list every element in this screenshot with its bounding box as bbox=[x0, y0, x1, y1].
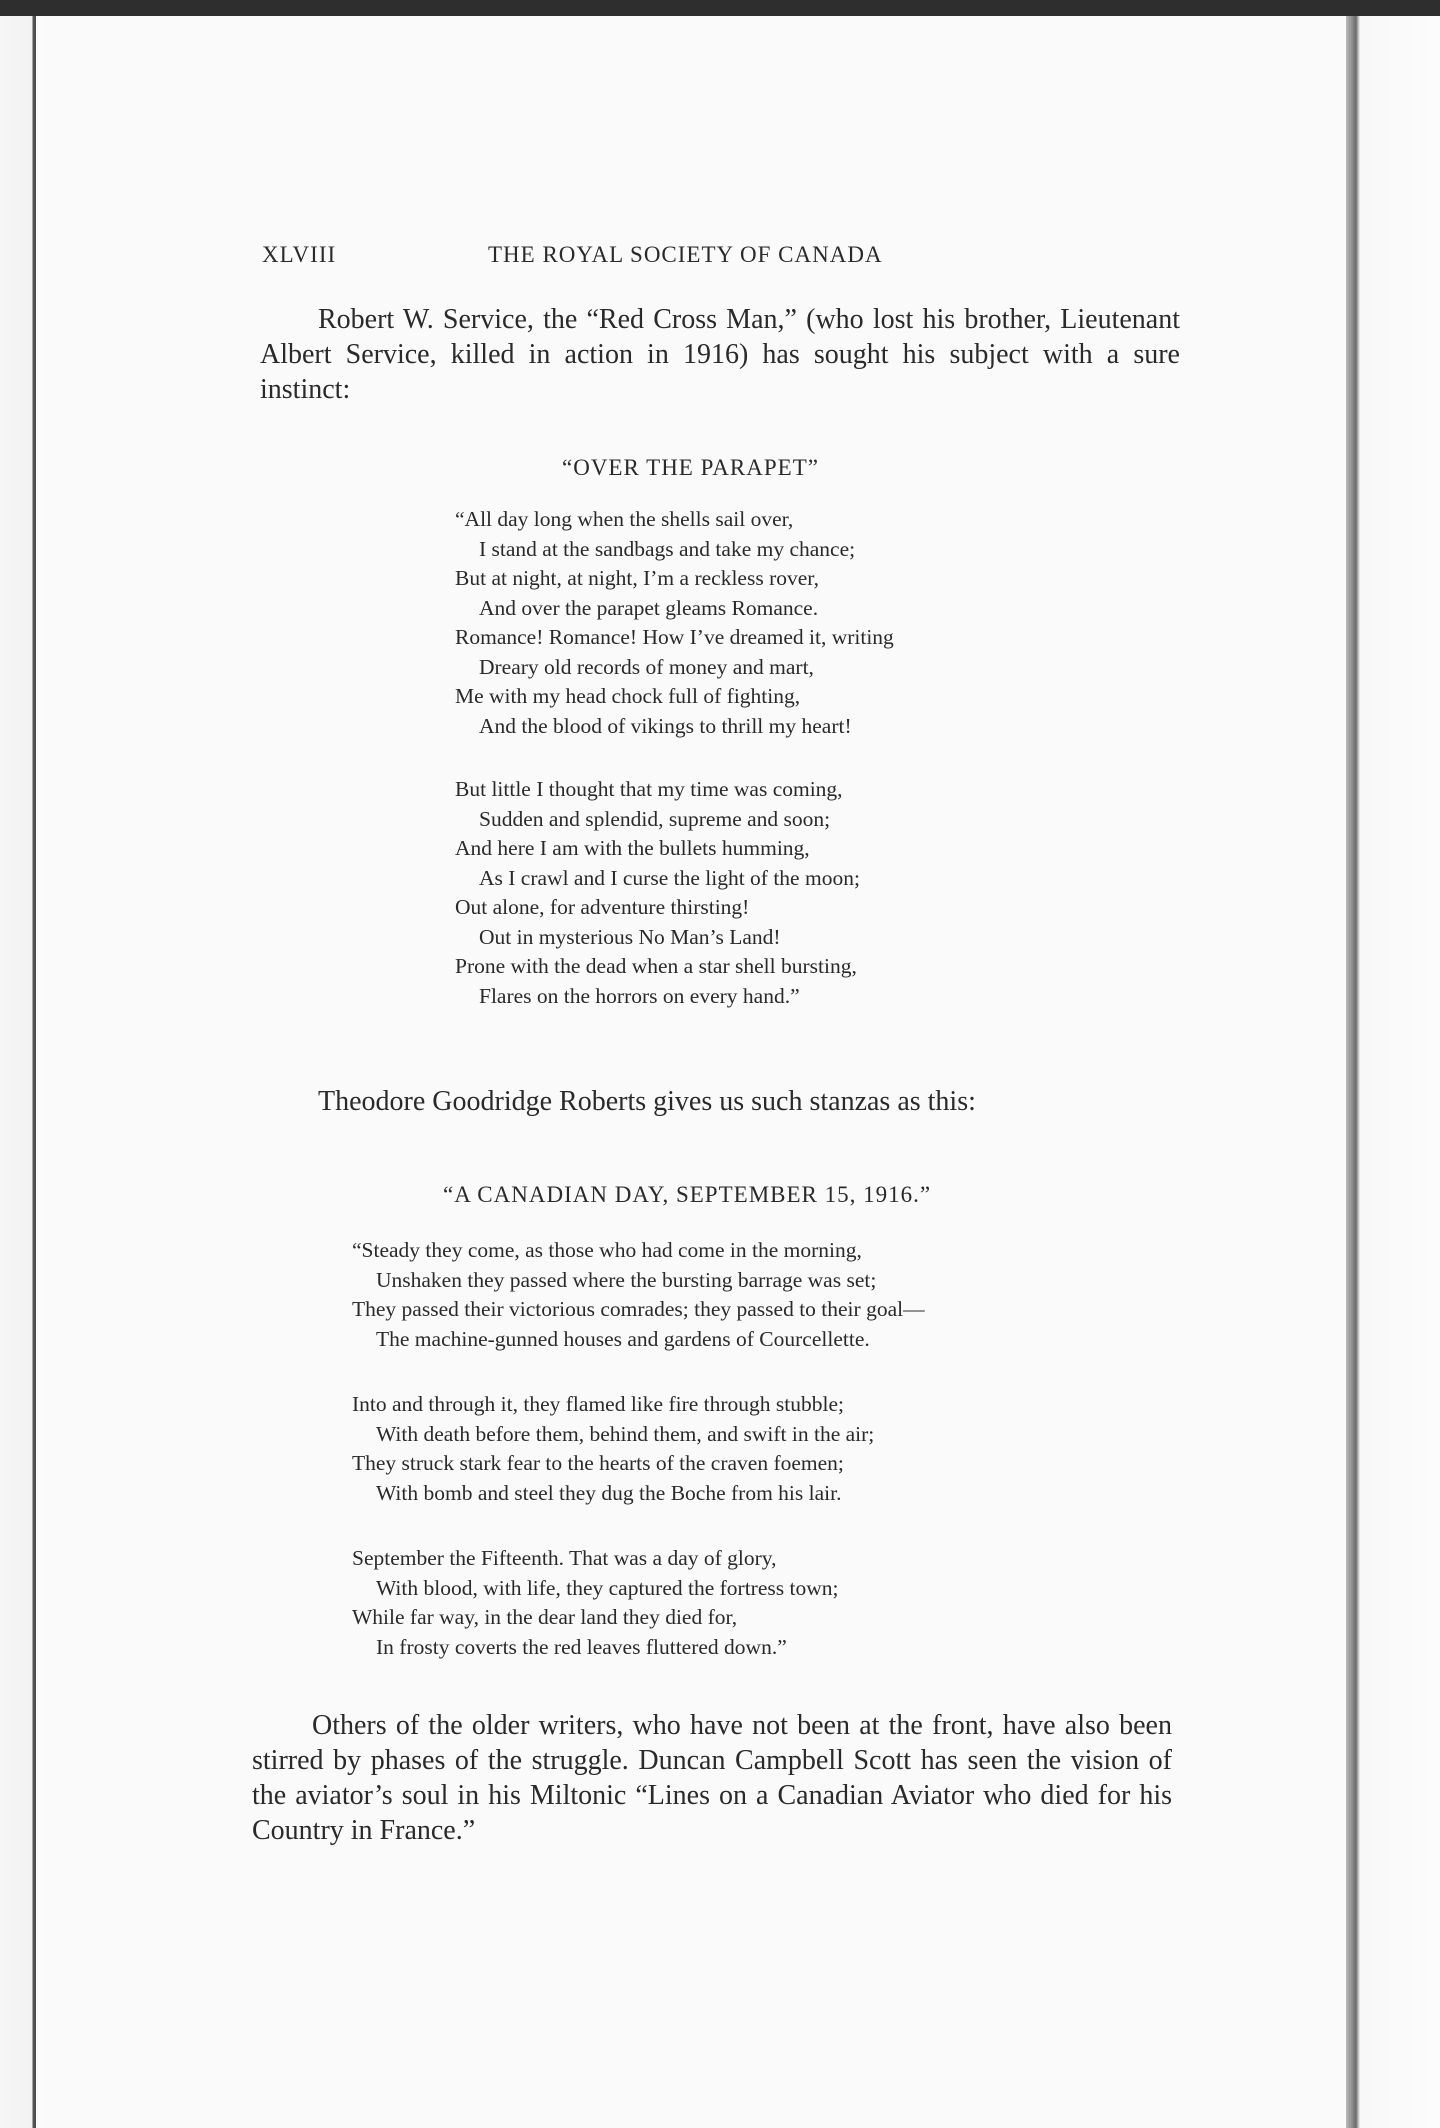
poem-line: In frosty coverts the red leaves fluttered down.” bbox=[376, 1634, 787, 1659]
stanza-break bbox=[352, 1508, 925, 1544]
poem-title-over-the-parapet: “OVER THE PARAPET” bbox=[562, 455, 819, 480]
poem-line: Romance! Romance! How I’ve dreamed it, writing bbox=[455, 625, 894, 649]
scan-left-edge bbox=[0, 16, 36, 2128]
poem-line: They struck stark fear to the hearts of the craven foemen; bbox=[352, 1451, 844, 1475]
poem-line: With blood, with life, they captured the fortress town; bbox=[376, 1575, 839, 1600]
poem-line: Into and through it, they flamed like fire through stubble; bbox=[352, 1392, 845, 1416]
poem-line: And the blood of vikings to thrill my heart! bbox=[479, 713, 852, 738]
poem-line: And over the parapet gleams Romance. bbox=[479, 595, 819, 620]
poem-line: Me with my head chock full of fighting, bbox=[455, 684, 801, 708]
running-title: THE ROYAL SOCIETY OF CANADA bbox=[488, 242, 883, 267]
poem-line: “Steady they come, as those who had come in the morning, bbox=[352, 1238, 862, 1262]
poem-line: September the Fifteenth. That was a day of glory, bbox=[352, 1546, 777, 1570]
poem-line: Unshaken they passed where the bursting barrage was set; bbox=[376, 1267, 877, 1292]
poem-a-canadian-day bbox=[352, 1236, 925, 1662]
poem-line: Dreary old records of money and mart, bbox=[479, 654, 814, 679]
poem-line: As I crawl and I curse the light of the moon; bbox=[479, 865, 860, 890]
stanza-break bbox=[455, 741, 894, 775]
poem-line: And here I am with the bullets humming, bbox=[455, 836, 810, 860]
poem-over-the-parapet bbox=[455, 505, 894, 1011]
poem-title-a-canadian-day: “A CANADIAN DAY, SEPTEMBER 15, 1916.” bbox=[443, 1182, 932, 1207]
poem-line: The machine-gunned houses and gardens of Courcellette. bbox=[376, 1326, 870, 1351]
poem-line: With bomb and steel they dug the Boche from his lair. bbox=[376, 1480, 842, 1505]
poem-line: But little I thought that my time was coming, bbox=[455, 777, 843, 801]
scan-right-edge bbox=[1346, 16, 1440, 2128]
scan-top-border bbox=[0, 0, 1440, 16]
poem-line: They passed their victorious comrades; they passed to their goal— bbox=[352, 1297, 925, 1321]
poem-line: But at night, at night, I’m a reckless rover, bbox=[455, 566, 819, 590]
poem-line: I stand at the sandbags and take my chance; bbox=[479, 536, 856, 561]
stanza-break bbox=[352, 1354, 925, 1390]
poem-line: Flares on the horrors on every hand.” bbox=[479, 983, 800, 1008]
paragraph-older-writers: Others of the older writers, who have not been at the front, have also been stirred by phases of the struggle. Duncan Campbell Scott has seen the vision of the aviator’s soul in his Miltonic “Lines on a Canadian Aviator who died for his Country in France.” bbox=[252, 1710, 1172, 1846]
poem-line: Out alone, for adventure thirsting! bbox=[455, 895, 750, 919]
poem-line: Out in mysterious No Man’s Land! bbox=[479, 924, 781, 949]
poem-line: With death before them, behind them, and swift in the air; bbox=[376, 1421, 875, 1446]
page-number: XLVIII bbox=[262, 242, 337, 267]
paragraph-intro-service: Robert W. Service, the “Red Cross Man,” (who lost his brother, Lieutenant Albert Service, killed in action in 1916) has sought his subject with a sure instinct: bbox=[260, 304, 1180, 405]
poem-line: “All day long when the shells sail over, bbox=[455, 507, 794, 531]
poem-line: Prone with the dead when a star shell bursting, bbox=[455, 954, 857, 978]
poem-line: While far way, in the dear land they died for, bbox=[352, 1605, 738, 1629]
page-header bbox=[262, 242, 962, 272]
paragraph-intro-roberts: Theodore Goodridge Roberts gives us such stanzas as this: bbox=[318, 1086, 976, 1117]
poem-line: Sudden and splendid, supreme and soon; bbox=[479, 806, 831, 831]
